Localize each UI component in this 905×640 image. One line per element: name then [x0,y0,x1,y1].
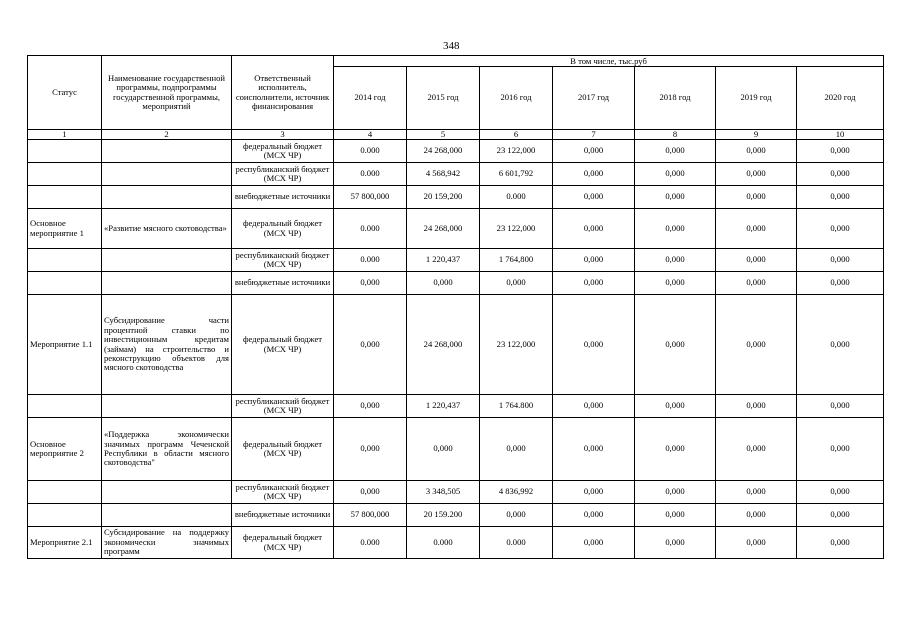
header-year-2020: 2020 год [797,67,884,130]
row-value-2016: 0,000 [480,272,553,295]
row-value-2017: 0,000 [553,504,635,527]
row-funding-source: республиканский бюджет (МСХ ЧР) [232,481,334,504]
row-value-2014: 0.000 [334,527,407,559]
row-value-2018: 0,000 [635,209,716,249]
table-row [28,249,884,272]
column-index: 7 [553,130,635,140]
table-row [28,395,884,418]
header-row-top [28,56,884,67]
row-value-2017: 0,000 [553,140,635,163]
column-index-row [28,130,884,140]
row-value-2018: 0,000 [635,504,716,527]
row-value-2015: 0,000 [407,418,480,481]
header-group: В том числе, тыс.руб [334,56,884,67]
row-value-2020: 0,000 [797,395,884,418]
row-value-2019: 0,000 [716,395,797,418]
row-value-2015: 0,000 [407,272,480,295]
row-value-2019: 0,000 [716,163,797,186]
row-name: Субсидирование на поддержку экономически значимых программ [102,527,232,559]
row-value-2019: 0,000 [716,249,797,272]
row-name [102,163,232,186]
row-name [102,186,232,209]
header-year-2014: 2014 год [334,67,407,130]
row-value-2020: 0,000 [797,295,884,395]
table-row [28,163,884,186]
row-value-2019: 0,000 [716,418,797,481]
row-value-2019: 0,000 [716,186,797,209]
row-status [28,395,102,418]
row-value-2020: 0,000 [797,504,884,527]
row-funding-source: республиканский бюджет (МСХ ЧР) [232,249,334,272]
row-funding-source: внебюджетные источники [232,272,334,295]
row-value-2015: 24 268,000 [407,140,480,163]
row-value-2018: 0,000 [635,272,716,295]
table-row [28,527,884,559]
row-value-2014: 0,000 [334,395,407,418]
row-funding-source: республиканский бюджет (МСХ ЧР) [232,395,334,418]
row-status [28,249,102,272]
row-name [102,272,232,295]
table-row [28,504,884,527]
row-value-2014: 0.000 [334,249,407,272]
row-status: Мероприятие 1.1 [28,295,102,395]
column-index: 5 [407,130,480,140]
table-row [28,140,884,163]
column-index: 9 [716,130,797,140]
row-value-2020: 0,000 [797,186,884,209]
row-funding-source: федеральный бюджет (МСХ ЧР) [232,140,334,163]
row-value-2018: 0,000 [635,140,716,163]
row-value-2015: 4 568,942 [407,163,480,186]
row-name [102,481,232,504]
row-status: Основное мероприятие 1 [28,209,102,249]
table-row [28,295,884,395]
row-value-2017: 0,000 [553,249,635,272]
row-value-2017: 0,000 [553,527,635,559]
row-status [28,504,102,527]
table-row [28,272,884,295]
row-value-2020: 0,000 [797,272,884,295]
row-status: Основное мероприятие 2 [28,418,102,481]
row-funding-source: федеральный бюджет (МСХ ЧР) [232,209,334,249]
row-value-2014: 57 800,000 [334,504,407,527]
row-funding-source: внебюджетные источники [232,504,334,527]
row-value-2020: 0,000 [797,209,884,249]
row-value-2017: 0,000 [553,481,635,504]
row-value-2015: 1 220,437 [407,395,480,418]
header-year-2017: 2017 год [553,67,635,130]
row-value-2019: 0,000 [716,295,797,395]
row-value-2017: 0,000 [553,272,635,295]
row-value-2016: 23 122,000 [480,140,553,163]
row-value-2020: 0,000 [797,418,884,481]
column-index: 1 [28,130,102,140]
page-number: 348 [443,40,460,52]
column-index: 2 [102,130,232,140]
table-row [28,209,884,249]
row-value-2019: 0,000 [716,140,797,163]
row-funding-source: республиканский бюджет (МСХ ЧР) [232,163,334,186]
row-value-2018: 0,000 [635,163,716,186]
row-value-2017: 0,000 [553,209,635,249]
row-value-2016: 0,000 [480,418,553,481]
row-value-2019: 0,000 [716,272,797,295]
row-value-2020: 0,000 [797,140,884,163]
row-value-2019: 0,000 [716,209,797,249]
header-name: Наименование государственной программы, подпрограммы государственной программы, мероприятий [102,56,232,130]
row-value-2015: 1 220,437 [407,249,480,272]
row-value-2018: 0,000 [635,418,716,481]
row-status [28,186,102,209]
row-name: «Развитие мясного скотоводства» [102,209,232,249]
row-status [28,481,102,504]
row-value-2017: 0,000 [553,295,635,395]
header-year-2016: 2016 год [480,67,553,130]
row-value-2016: 23 122,000 [480,295,553,395]
column-index: 8 [635,130,716,140]
row-value-2018: 0,000 [635,295,716,395]
row-value-2015: 24 268,000 [407,295,480,395]
header-executor: Ответственный исполнитель, соисполнители, источник финансирования [232,56,334,130]
row-value-2016: 6 601,792 [480,163,553,186]
header-year-2015: 2015 год [407,67,480,130]
row-status [28,163,102,186]
header-year-2018: 2018 год [635,67,716,130]
row-value-2016: 0.000 [480,527,553,559]
row-value-2016: 0.000 [480,186,553,209]
row-funding-source: федеральный бюджет (МСХ ЧР) [232,527,334,559]
row-value-2014: 0.000 [334,140,407,163]
row-value-2020: 0,000 [797,163,884,186]
row-value-2017: 0,000 [553,418,635,481]
row-name [102,140,232,163]
row-value-2014: 0,000 [334,418,407,481]
row-value-2014: 0,000 [334,272,407,295]
row-value-2018: 0,000 [635,527,716,559]
row-name: Субсидирование части процентной ставки по инвестиционным кредитам (займам) на строительство и реконструкцию объектов для мясного скотоводства [102,295,232,395]
row-value-2019: 0,000 [716,527,797,559]
row-value-2017: 0,000 [553,163,635,186]
column-index: 6 [480,130,553,140]
row-funding-source: внебюджетные источники [232,186,334,209]
row-value-2016: 1 764,800 [480,249,553,272]
row-value-2019: 0,000 [716,504,797,527]
row-funding-source: федеральный бюджет (МСХ ЧР) [232,418,334,481]
row-name: «Поддержка экономически значимых программ Чеченской Республики в области мясного скотоводства" [102,418,232,481]
row-value-2020: 0,000 [797,481,884,504]
row-value-2018: 0,000 [635,395,716,418]
row-value-2018: 0,000 [635,186,716,209]
row-value-2020: 0,000 [797,249,884,272]
header-status: Статус [28,56,102,130]
row-value-2020: 0,000 [797,527,884,559]
row-value-2014: 0,000 [334,295,407,395]
row-value-2017: 0,000 [553,186,635,209]
column-index: 3 [232,130,334,140]
table-row [28,418,884,481]
row-name [102,395,232,418]
row-value-2016: 4 836,992 [480,481,553,504]
budget-table [27,55,884,559]
row-name [102,504,232,527]
row-value-2014: 57 800,000 [334,186,407,209]
row-value-2016: 1 764.800 [480,395,553,418]
row-status [28,272,102,295]
row-value-2015: 3 348,505 [407,481,480,504]
row-value-2015: 0.000 [407,527,480,559]
row-value-2014: 0.000 [334,209,407,249]
row-value-2018: 0,000 [635,249,716,272]
row-value-2015: 20 159,200 [407,186,480,209]
row-funding-source: федеральный бюджет (МСХ ЧР) [232,295,334,395]
row-status [28,140,102,163]
row-value-2014: 0.000 [334,163,407,186]
column-index: 10 [797,130,884,140]
row-value-2019: 0,000 [716,481,797,504]
row-value-2016: 23 122,000 [480,209,553,249]
column-index: 4 [334,130,407,140]
row-value-2016: 0,000 [480,504,553,527]
row-name [102,249,232,272]
header-year-2019: 2019 год [716,67,797,130]
table-row [28,186,884,209]
row-value-2018: 0,000 [635,481,716,504]
table-row [28,481,884,504]
row-value-2017: 0,000 [553,395,635,418]
row-value-2015: 24 268,000 [407,209,480,249]
row-status: Мероприятие 2.1 [28,527,102,559]
row-value-2014: 0,000 [334,481,407,504]
row-value-2015: 20 159.200 [407,504,480,527]
